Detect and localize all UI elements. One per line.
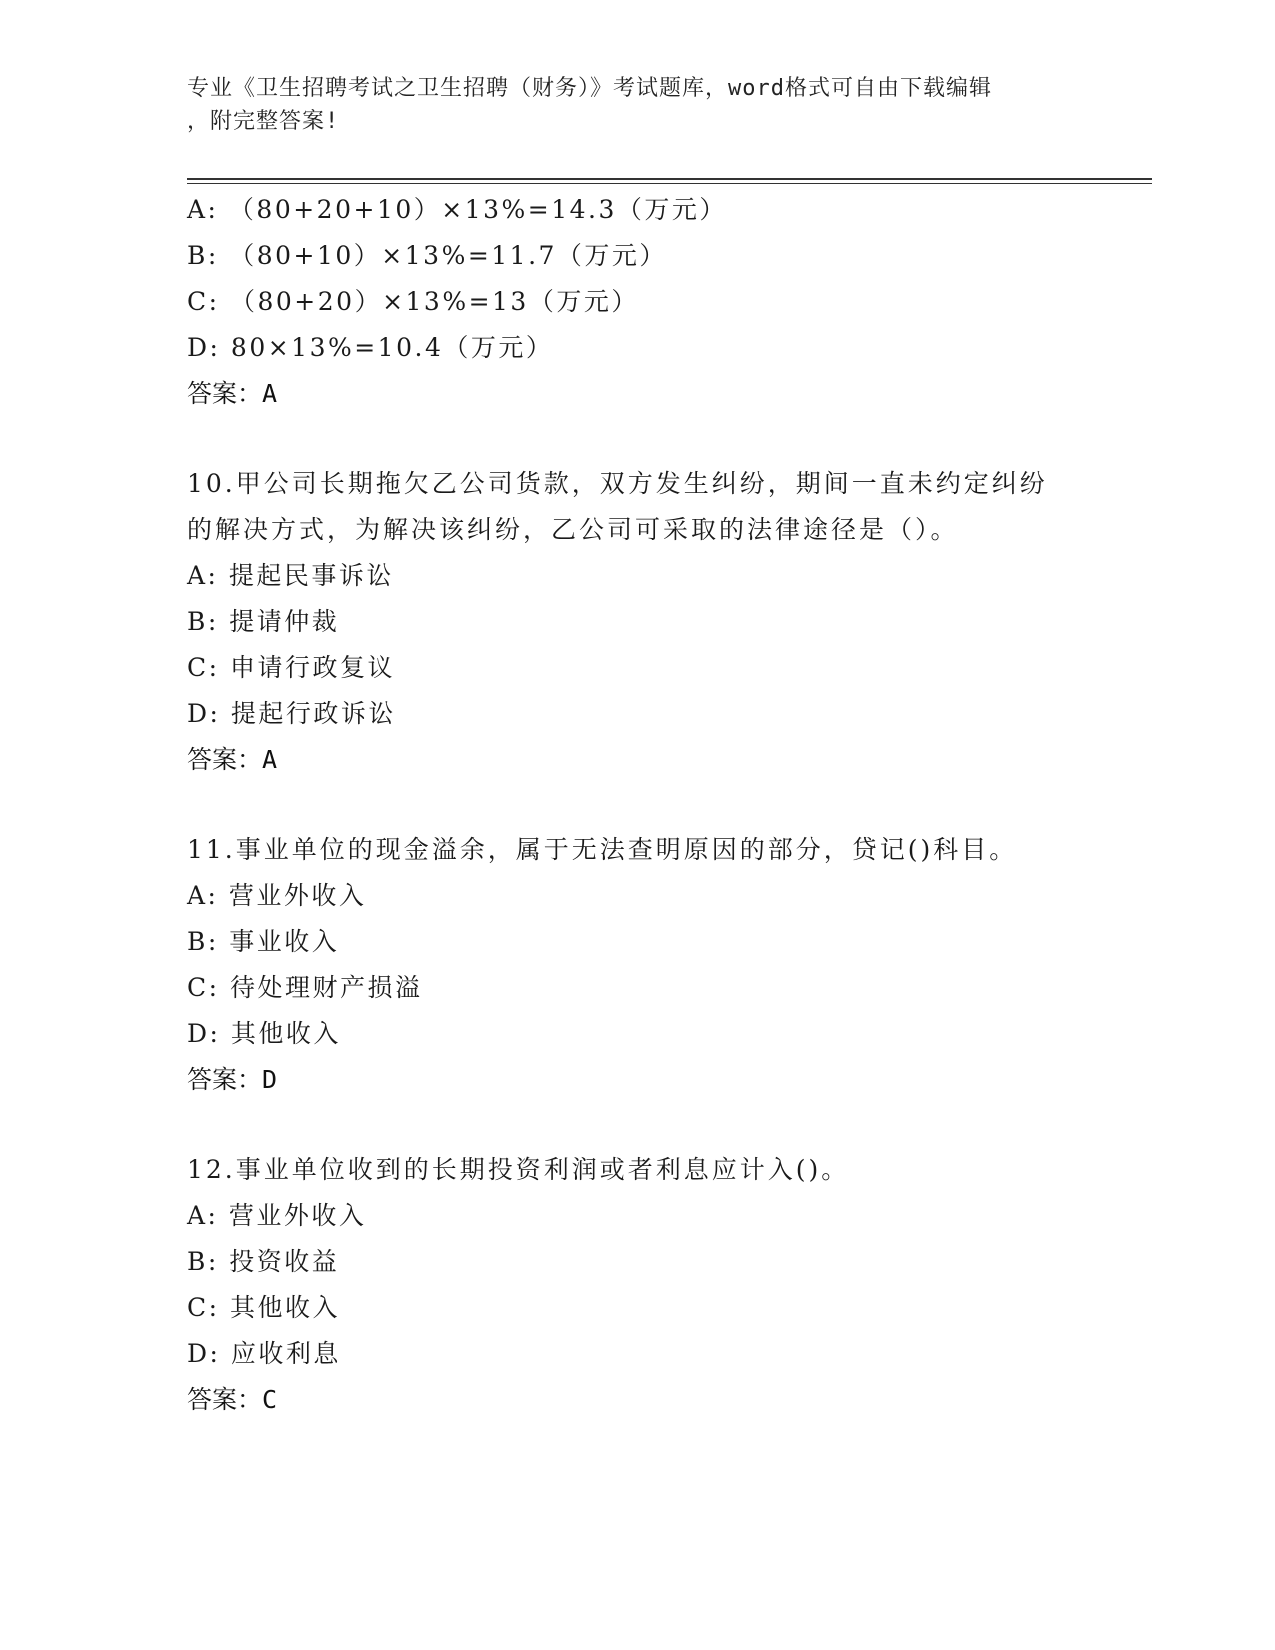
option-d: D: 80×13%=10.4（万元） (187, 333, 554, 362)
option-c: C: 待处理财产损溢 (187, 973, 423, 1002)
answer-line: 答案：D (187, 1065, 278, 1094)
question-list (187, 187, 1087, 1423)
document-header (187, 72, 1067, 138)
question-11 (187, 827, 1087, 1103)
answer-line: 答案：A (187, 745, 278, 774)
option-c: C: 申请行政复议 (187, 653, 395, 682)
option-c: C: （80+20）×13%=13（万元） (187, 287, 639, 316)
header-divider-thick (187, 178, 1152, 180)
answer-line: 答案：C (187, 1385, 278, 1414)
question-10 (187, 461, 1087, 783)
option-d: D: 提起行政诉讼 (187, 699, 396, 728)
spacer (187, 1103, 1087, 1147)
option-d: D: 其他收入 (187, 1019, 341, 1048)
spacer (187, 783, 1087, 827)
option-b: B: 投资收益 (187, 1247, 340, 1276)
header-line-2: ，附完整答案! (187, 109, 340, 134)
option-a: A: （80+20+10）×13%=14.3（万元） (187, 195, 727, 224)
option-a: A: 提起民事诉讼 (187, 561, 394, 590)
question-title-line: 的解决方式，为解决该纠纷，乙公司可采取的法律途径是（）。 (187, 515, 959, 544)
question-12 (187, 1147, 1087, 1423)
header-divider-thin (187, 183, 1152, 184)
spacer (187, 417, 1087, 461)
option-d: D: 应收利息 (187, 1339, 341, 1368)
question-title-line: 12.事业单位收到的长期投资利润或者利息应计入()。 (187, 1155, 850, 1184)
question-title-line: 11.事业单位的现金溢余，属于无法查明原因的部分，贷记()科目。 (187, 835, 1018, 864)
question-title-line: 10.甲公司长期拖欠乙公司货款，双方发生纠纷，期间一直未约定纠纷 (187, 469, 1048, 498)
option-c: C: 其他收入 (187, 1293, 340, 1322)
answer-line: 答案：A (187, 379, 278, 408)
question-block-previous (187, 187, 1087, 417)
option-b: B: 提请仲裁 (187, 607, 340, 636)
option-b: B: 事业收入 (187, 927, 340, 956)
header-line-1: 专业《卫生招聘考试之卫生招聘（财务）》考试题库，word格式可自由下载编辑 (187, 76, 992, 101)
option-a: A: 营业外收入 (187, 881, 367, 910)
option-b: B: （80+10）×13%=11.7（万元） (187, 241, 667, 270)
option-a: A: 营业外收入 (187, 1201, 367, 1230)
